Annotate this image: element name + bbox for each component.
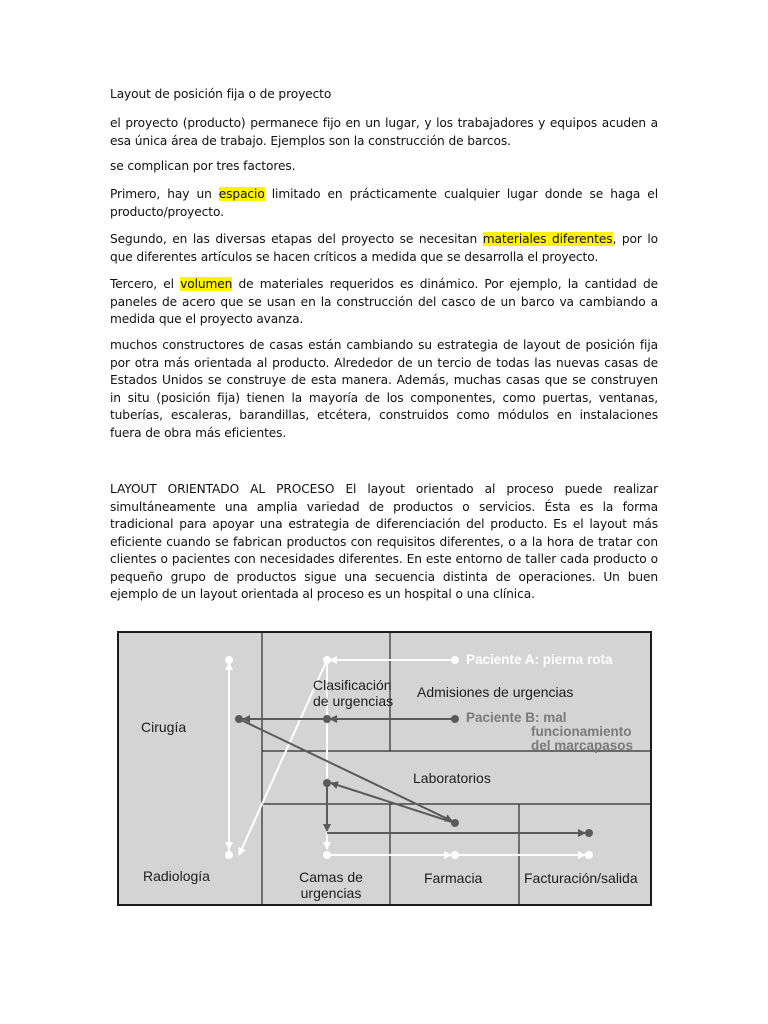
paragraph-process-layout: LAYOUT ORIENTADO AL PROCESO El layout orientado al proceso puede realizar simultáneamente una amplia variedad de productos o servicios. Ésta es la forma tradicional para apoyar una estrategia de diferenciación del producto. Es el layout más eficiente cuando se fabrican productos con requisitos diferentes, o a la hora de tratar con clientes o pacientes con necesidades diferentes. En este entorno de taller cada producto o pequeño grupo de productos sigue una secuencia distinta de operaciones. Un buen ejemplo de un layout orientada al proceso es un hospital o una clínica.: [110, 482, 658, 601]
label-paciente-b-line2: funcionamiento: [531, 724, 632, 739]
highlight-espacio: espacio: [218, 187, 265, 201]
label-paciente-b-line1: Paciente B: mal: [466, 710, 567, 725]
label-camas-line1: Camas de: [299, 869, 363, 885]
paragraph-third-factor: [110, 276, 658, 329]
label-paciente-b: [466, 711, 633, 753]
label-admisiones: Admisiones de urgencias: [417, 684, 574, 700]
label-camas: [296, 869, 366, 901]
label-camas-line2: urgencias: [300, 885, 362, 901]
label-clasificacion-line1: Clasificación: [313, 677, 392, 693]
hospital-process-layout-diagram: [117, 631, 652, 906]
text-segment: de materiales requeridos es dinámico. Por ejemplo, la cantidad de paneles de acero que se usan en la construcción del casco de un barco va cambiando a medida que el proyecto avanza.: [110, 277, 658, 326]
text-segment: Primero, hay un: [110, 187, 219, 201]
label-cirugia: Cirugía: [141, 719, 187, 735]
paragraph-second-factor: [110, 231, 658, 266]
text-segment: Tercero, el: [110, 277, 181, 291]
paragraph-factors-intro: se complican por tres factores.: [110, 159, 296, 173]
text-segment: limitado en prácticamente cualquier lugar donde se haga el producto/proyecto.: [110, 187, 658, 219]
text-segment: Segundo, en las diversas etapas del proyecto se necesitan: [110, 232, 483, 246]
paragraph-definition: el proyecto (producto) permanece fijo en un lugar, y los trabajadores y equipos acuden a esa única área de trabajo. Ejemplos son la construcción de barcos.: [110, 116, 658, 148]
label-farmacia: Farmacia: [424, 870, 483, 886]
paragraph-first-factor: [110, 186, 658, 221]
label-clasificacion-line2: de urgencias: [313, 693, 394, 709]
diagram-graphics: [119, 633, 650, 904]
label-paciente-b-line3: del marcapasos: [531, 738, 634, 753]
paragraph-house-builders: muchos constructores de casas están cambiando su estrategia de layout de posición fija por otra más orientada al producto. Alrededor de un tercio de todas las nuevas casas de Estados Unidos se construye de esta manera. Además, muchas casas que se construyen in situ (posición fija) tienen la mayoría de los componentes, como puertas, ventanas, tuberías, escaleras, barandillas, etcétera, construidos como módulos en instalaciones fuera de obra más eficientes.: [110, 338, 658, 440]
highlight-volumen: volumen: [180, 277, 233, 291]
text-segment: , por lo que diferentes artículos se hacen críticos a medida que se desarrolla el proyecto.: [110, 232, 658, 264]
label-radiologia: Radiología: [143, 868, 210, 884]
label-facturacion: Facturación/salida: [524, 870, 638, 886]
label-laboratorios: Laboratorios: [413, 770, 491, 786]
section-title: Layout de posición fija o de proyecto: [110, 87, 332, 101]
highlight-materiales: materiales diferentes: [482, 232, 613, 246]
label-paciente-a: Paciente A: pierna rota: [466, 652, 613, 667]
label-clasificacion: [313, 677, 393, 709]
